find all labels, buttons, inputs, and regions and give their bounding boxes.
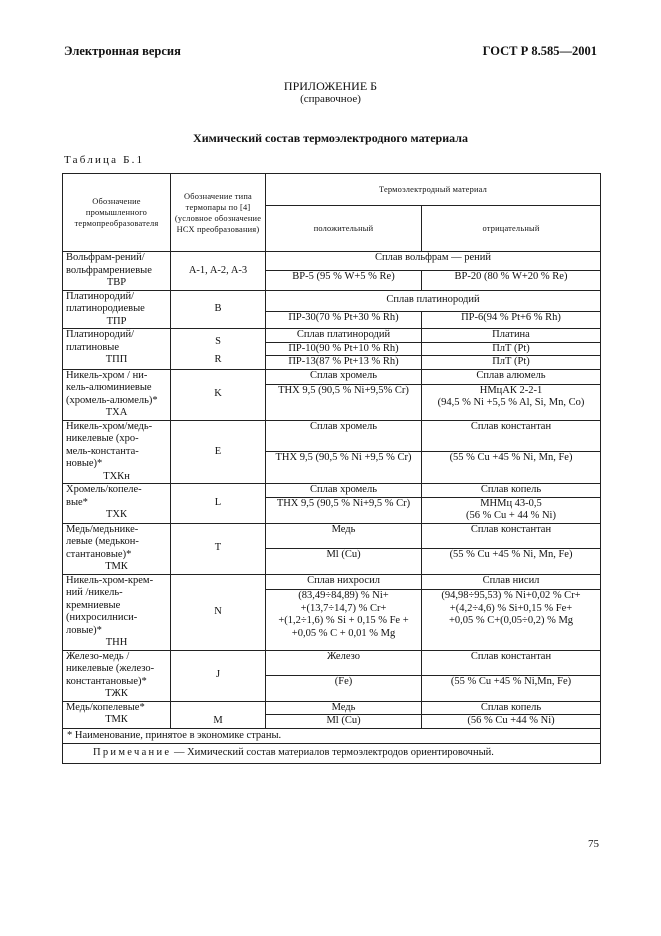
designation-name: Вольфрам-рений/ — [66, 252, 145, 263]
designation-name: левые (медькон- — [66, 536, 139, 547]
designation-name: платинородиевые — [66, 303, 145, 314]
composition-line: +0,05 % C + 0,01 % Mg — [291, 627, 396, 639]
designation-cell — [63, 650, 171, 701]
composition-line: +(13,7÷14,7) % Cr+ — [300, 602, 387, 614]
designation-name: вольфрамрениевые — [66, 264, 152, 276]
designation-name: (хромель-алюмель)* — [66, 394, 158, 406]
composition-table — [62, 173, 601, 764]
positive-material: (Fe) — [266, 676, 422, 702]
designation-name: стантановые)* — [66, 548, 132, 560]
positive-material: ПР-30(70 % Pt+30 % Rh) — [266, 311, 422, 328]
designation-cell — [63, 329, 171, 370]
designation-code: ТЖК — [105, 688, 128, 699]
thermocouple-type: N — [171, 574, 266, 650]
negative-heading: Сплав нисил — [422, 574, 601, 590]
footnote: * Наименование, принятое в экономике страны. — [63, 728, 601, 744]
designation-name: Никель-хром/медь- — [66, 420, 153, 432]
designation-name: Хромель/копеле- — [66, 484, 142, 495]
designation-name: ний /никель- — [66, 587, 123, 598]
designation-cell — [63, 420, 171, 484]
appendix-subtitle: (справочное) — [300, 93, 361, 105]
designation-name: кремниевые — [66, 599, 121, 611]
designation-code: ТНН — [105, 637, 128, 648]
designation-cell — [63, 369, 171, 420]
positive-heading: Медь — [266, 701, 422, 715]
negative-material: ПлТ (Pt) — [422, 356, 601, 370]
negative-heading: Сплав алюмель — [422, 369, 601, 384]
appendix-title: ПРИЛОЖЕНИЕ Б — [283, 79, 378, 93]
positive-material: ПР-10(90 % Pt+10 % Rh) — [266, 342, 422, 356]
designation-code: ТПР — [106, 315, 127, 327]
negative-material: (56 % Cu +44 % Ni) — [422, 715, 601, 729]
table-row — [63, 329, 601, 343]
material-span: Сплав платинородий — [266, 290, 601, 311]
positive-heading: Сплав платинородий — [266, 329, 422, 343]
designation-name: Платинородий/ — [66, 329, 134, 340]
negative-heading: Сплав константан — [422, 420, 601, 452]
table-row — [63, 484, 601, 498]
header-type: Обозначение типа термопары по [4] (условное обозначение НСХ преобразования) — [171, 174, 266, 252]
table-row — [63, 290, 601, 311]
positive-heading: Сплав хромель — [266, 420, 422, 452]
designation-name: никелевые (железо- — [66, 663, 155, 674]
designation-name: Никель-хром-крем- — [66, 574, 154, 586]
positive-heading: Сплав хромель — [266, 484, 422, 498]
positive-material: ПР-13(87 % Pt+13 % Rh) — [266, 356, 422, 370]
designation-code: ТХК — [106, 509, 127, 520]
negative-heading: Сплав константан — [422, 650, 601, 676]
designation-name: Медь/копелевые* — [66, 701, 145, 713]
designation-cell — [63, 484, 171, 524]
designation-name: кель-алюминиевые — [66, 382, 152, 393]
negative-material: (55 % Cu +45 % Ni, Mn, Fe) — [422, 549, 601, 575]
designation-name: новые)* — [66, 458, 103, 469]
table-row — [63, 420, 601, 452]
negative-heading: Платина — [422, 329, 601, 343]
table-label: Таблица Б.1 — [64, 154, 145, 166]
positive-heading: Медь — [266, 523, 422, 549]
negative-heading: Сплав копель — [422, 701, 601, 715]
footnote-row — [63, 728, 601, 744]
thermocouple-type: L — [171, 484, 266, 524]
type-r: R — [214, 354, 222, 365]
negative-material: ПлТ (Pt) — [422, 342, 601, 356]
alloy-composition: (94,5 % Ni +5,5 % Al, Si, Mn, Co) — [437, 397, 585, 409]
positive-material: Ml (Cu) — [266, 549, 422, 575]
thermocouple-type: A-1, A-2, A-3 — [171, 252, 266, 291]
document-title: Химический состав термоэлектродного материала — [193, 131, 468, 145]
negative-heading: Сплав константан — [422, 523, 601, 549]
composition-line: (83,49÷84,89) % Ni+ — [298, 590, 389, 602]
designation-cell — [63, 701, 171, 728]
composition-line: +(4,2÷4,6) % Si+0,15 % Fe+ — [449, 602, 573, 614]
positive-material: ТНХ 9,5 (90,5 % Ni+9,5% Cr) — [266, 384, 422, 420]
positive-heading: Сплав нихросил — [266, 574, 422, 590]
table-row — [63, 701, 601, 715]
note-label: Примечание — [93, 747, 172, 758]
table-row — [63, 369, 601, 384]
table-header-row — [63, 174, 601, 206]
designation-code: ТПП — [105, 354, 128, 365]
table-row — [63, 523, 601, 549]
alloy-grade: МНМц 43-0,5 — [480, 497, 542, 509]
designation-code: ТХКн — [103, 470, 130, 482]
positive-material: Ml (Cu) — [266, 715, 422, 729]
negative-material — [422, 384, 601, 420]
positive-heading: Сплав хромель — [266, 369, 422, 384]
designation-name: константановые)* — [66, 675, 147, 687]
designation-cell — [63, 574, 171, 650]
thermocouple-type: K — [171, 369, 266, 420]
positive-heading: Железо — [266, 650, 422, 676]
designation-name: никелевые (хро- — [66, 433, 139, 444]
designation-name: Платинородий/ — [66, 290, 134, 302]
note — [63, 744, 601, 764]
designation-name: Никель-хром / ни- — [66, 369, 148, 381]
negative-material: ВР-20 (80 % W+20 % Re) — [422, 271, 601, 290]
designation-code: ТХА — [105, 407, 128, 418]
note-row — [63, 744, 601, 764]
table-row — [63, 252, 601, 271]
negative-material: (55 % Cu +45 % Ni, Mn, Fe) — [422, 452, 601, 484]
alloy-composition: (56 % Cu + 44 % Ni) — [466, 510, 556, 521]
designation-name: (нихросилниси- — [66, 612, 138, 623]
thermocouple-type: J — [171, 650, 266, 701]
alloy-grade: НМцАК 2-2-1 — [479, 384, 543, 396]
negative-heading: Сплав копель — [422, 484, 601, 498]
positive-material: ТНХ 9,5 (90,5 % Ni +9,5 % Cr) — [266, 452, 422, 484]
thermocouple-type: T — [171, 523, 266, 574]
designation-name: Медь/медьнике- — [66, 523, 139, 535]
designation-cell — [63, 290, 171, 329]
negative-material: (55 % Cu +45 % Ni,Mn, Fe) — [422, 676, 601, 702]
designation-code: ТМК — [105, 561, 128, 572]
page-number: 75 — [588, 838, 599, 850]
table-row — [63, 650, 601, 676]
thermocouple-type: B — [171, 290, 266, 329]
negative-material — [422, 590, 601, 650]
note-text: — Химический состав материалов термоэлектродов ориентировочный. — [171, 747, 494, 758]
header-positive: положительный — [266, 206, 422, 252]
designation-name: Железо-медь / — [66, 650, 130, 662]
negative-material — [422, 497, 601, 523]
designation-cell — [63, 523, 171, 574]
thermocouple-type: E — [171, 420, 266, 484]
thermocouple-type: M — [171, 701, 266, 728]
designation-cell — [63, 252, 171, 291]
designation-code: ТВР — [106, 277, 127, 288]
designation-code: ТМК — [105, 714, 128, 725]
thermocouple-type — [171, 329, 266, 370]
table-row — [63, 574, 601, 590]
header-designation: Обозначение промышленного термопреобразователя — [63, 174, 171, 252]
type-s: S — [215, 335, 221, 347]
material-span: Сплав вольфрам — рений — [266, 252, 601, 271]
positive-material — [266, 590, 422, 650]
header-edition: Электронная версия — [64, 44, 181, 58]
positive-material: ВР-5 (95 % W+5 % Re) — [266, 271, 422, 290]
header-standard: ГОСТ Р 8.585—2001 — [482, 44, 597, 58]
header-negative: отрицательный — [422, 206, 601, 252]
negative-material: ПР-6(94 % Pt+6 % Rh) — [422, 311, 601, 328]
designation-name: вые* — [66, 496, 88, 508]
designation-name: платиновые — [66, 341, 119, 353]
composition-line: +0,05 % C+(0,05÷0,2) % Mg — [448, 615, 574, 627]
composition-line: +(1,2÷1,6) % Si + 0,15 % Fe + — [278, 615, 409, 627]
positive-material: ТНХ 9,5 (90,5 % Ni+9,5 % Cr) — [266, 497, 422, 523]
composition-line: (94,98÷95,53) % Ni+0,02 % Cr+ — [441, 590, 581, 602]
designation-name: мель-константа- — [66, 445, 139, 457]
designation-name: ловые)* — [66, 624, 102, 636]
header-material: Термоэлектродный материал — [266, 174, 601, 206]
